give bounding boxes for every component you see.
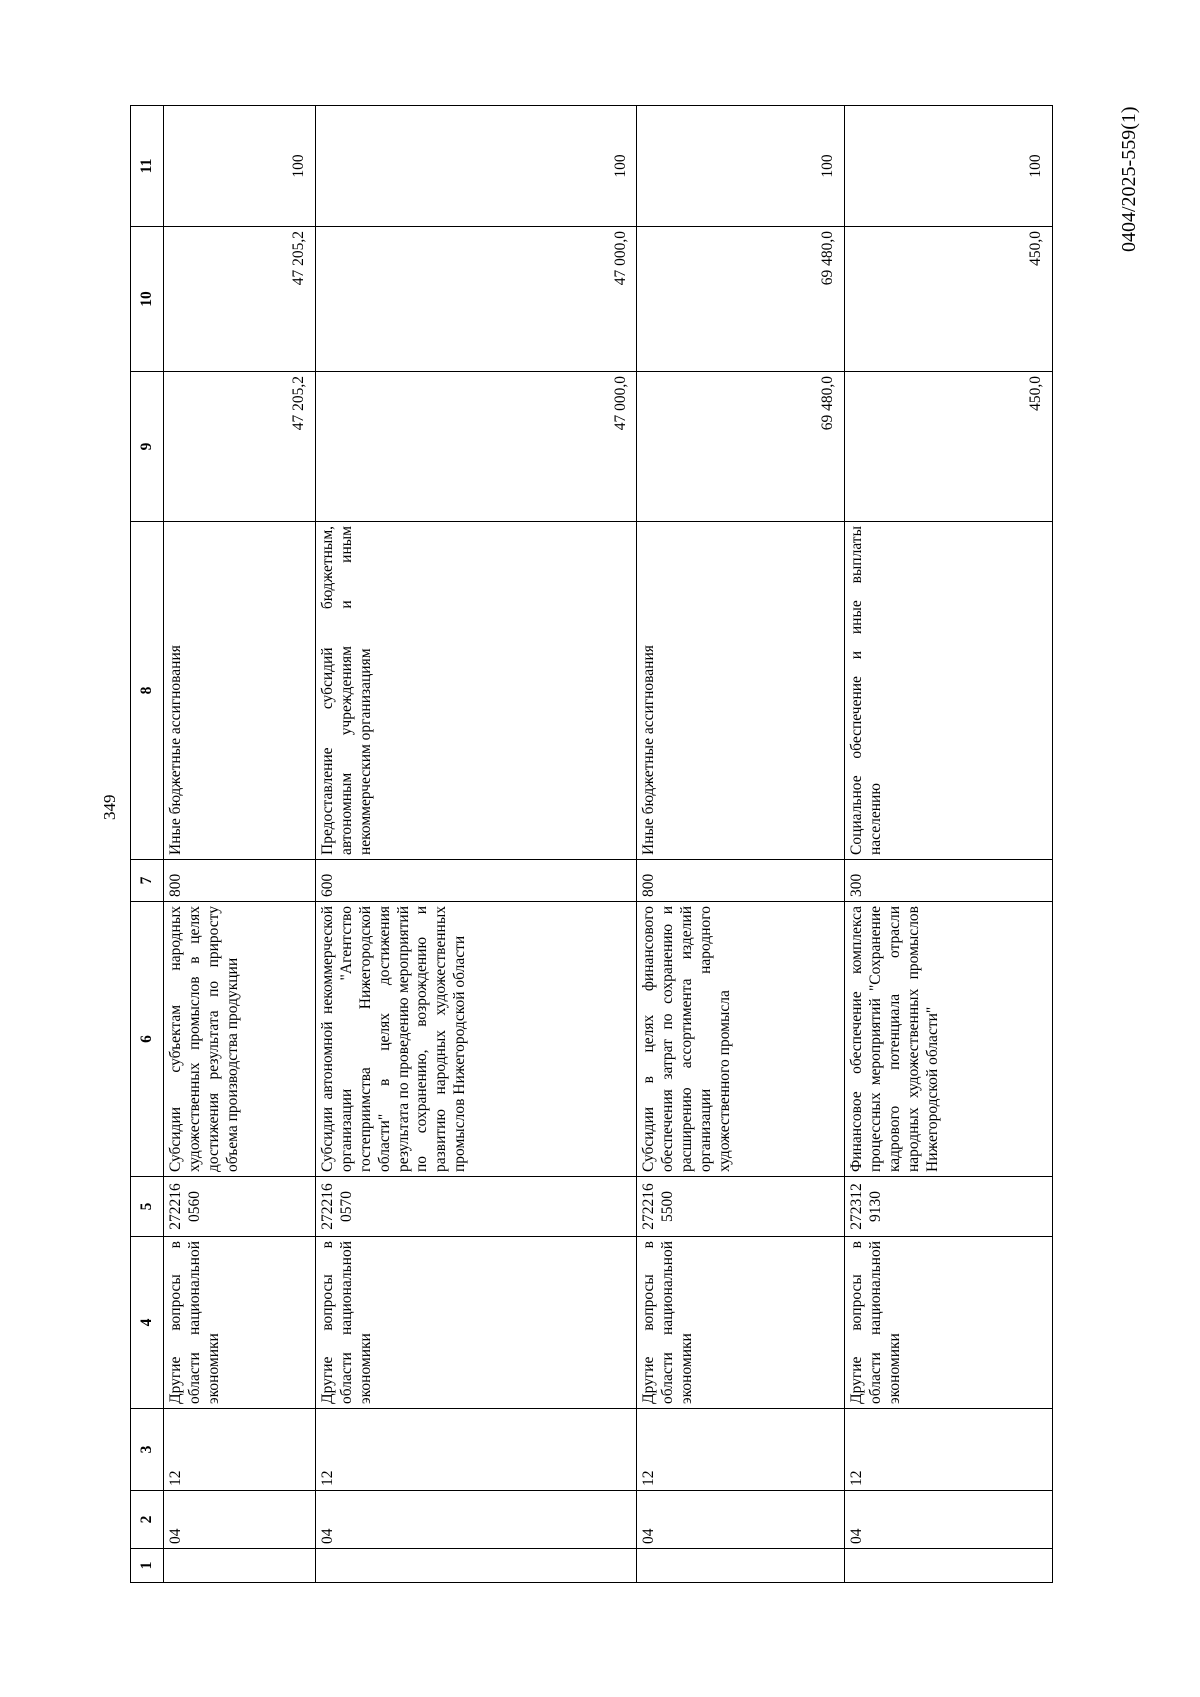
cell-subsection: 12: [164, 1409, 316, 1491]
col-header: 8: [131, 522, 164, 860]
col-header: 9: [131, 372, 164, 522]
cell-subsection: 12: [637, 1409, 845, 1491]
cell-expense-name: Социальное обеспечение и иные выплаты населению: [845, 522, 1053, 860]
table-row: [164, 106, 316, 1583]
cell-subsection: 12: [315, 1409, 636, 1491]
cell-amount-actual: 47 205,2: [164, 227, 316, 372]
page-number: 349: [100, 794, 119, 820]
col-header: 10: [131, 227, 164, 372]
col-header: 5: [131, 1177, 164, 1237]
cell-target-name: Субсидии в целях финансового обеспечения затрат по сохранению и расширению ассортимента изделий организации народного художественного промысла: [637, 902, 845, 1177]
cell-target-code: 272312 9130: [845, 1177, 1053, 1237]
cell-amount-planned: 450,0: [845, 372, 1053, 522]
cell-target-code: 272216 0560: [164, 1177, 316, 1237]
cell-col1: [845, 1549, 1053, 1583]
cell-amount-planned: 47 205,2: [164, 372, 316, 522]
rotated-table-wrapper: [130, 106, 1053, 1583]
document-code: 0404/2025-559(1): [1118, 106, 1140, 252]
cell-expense-name: Иные бюджетные ассигнования: [637, 522, 845, 860]
col-header: 4: [131, 1237, 164, 1409]
cell-amount-actual: 69 480,0: [637, 227, 845, 372]
cell-expense-type: 800: [637, 860, 845, 902]
cell-expense-name: Предоставление субсидий бюджетным, автономным учреждениям и иным некоммерческим организациям: [315, 522, 636, 860]
col-header: 11: [131, 106, 164, 227]
cell-section: 04: [845, 1491, 1053, 1549]
cell-subsection: 12: [845, 1409, 1053, 1491]
cell-expense-type: 800: [164, 860, 316, 902]
cell-expense-name: Иные бюджетные ассигнования: [164, 522, 316, 860]
col-header: 3: [131, 1409, 164, 1491]
cell-section-name: Другие вопросы в области национальной экономики: [637, 1237, 845, 1409]
cell-amount-planned: 47 000,0: [315, 372, 636, 522]
cell-target-code: 272216 0570: [315, 1177, 636, 1237]
table-row: [637, 106, 845, 1583]
cell-section-name: Другие вопросы в области национальной экономики: [164, 1237, 316, 1409]
cell-percent: 100: [637, 106, 845, 227]
header-row: [131, 106, 164, 1583]
cell-target-code: 272216 5500: [637, 1177, 845, 1237]
budget-table: [130, 105, 1053, 1583]
table-row: [845, 106, 1053, 1583]
cell-expense-type: 300: [845, 860, 1053, 902]
cell-section: 04: [315, 1491, 636, 1549]
cell-col1: [315, 1549, 636, 1583]
cell-section: 04: [164, 1491, 316, 1549]
cell-amount-actual: 47 000,0: [315, 227, 636, 372]
col-header: 2: [131, 1491, 164, 1549]
cell-amount-actual: 450,0: [845, 227, 1053, 372]
cell-section-name: Другие вопросы в области национальной экономики: [845, 1237, 1053, 1409]
cell-percent: 100: [315, 106, 636, 227]
cell-percent: 100: [164, 106, 316, 227]
cell-col1: [164, 1549, 316, 1583]
col-header: 1: [131, 1549, 164, 1583]
cell-amount-planned: 69 480,0: [637, 372, 845, 522]
cell-target-name: Субсидии субъектам народных художественных промыслов в целях достижения результата по приросту объема производства продукции: [164, 902, 316, 1177]
cell-target-name: Субсидии автономной некоммерческой организации "Агентство гостеприимства Нижегородской области" в целях достижения результата по проведению мероприятий по сохранению, возрождению и развитию народных художественных промыслов Нижегородской области: [315, 902, 636, 1177]
cell-percent: 100: [845, 106, 1053, 227]
col-header: 6: [131, 902, 164, 1177]
cell-section: 04: [637, 1491, 845, 1549]
cell-col1: [637, 1549, 845, 1583]
col-header: 7: [131, 860, 164, 902]
cell-expense-type: 600: [315, 860, 636, 902]
cell-section-name: Другие вопросы в области национальной экономики: [315, 1237, 636, 1409]
cell-target-name: Финансовое обеспечение комплекса процессных мероприятий "Сохранение кадрового потенциала отрасли народных художественных промыслов Нижегородской области": [845, 902, 1053, 1177]
table-row: [315, 106, 636, 1583]
